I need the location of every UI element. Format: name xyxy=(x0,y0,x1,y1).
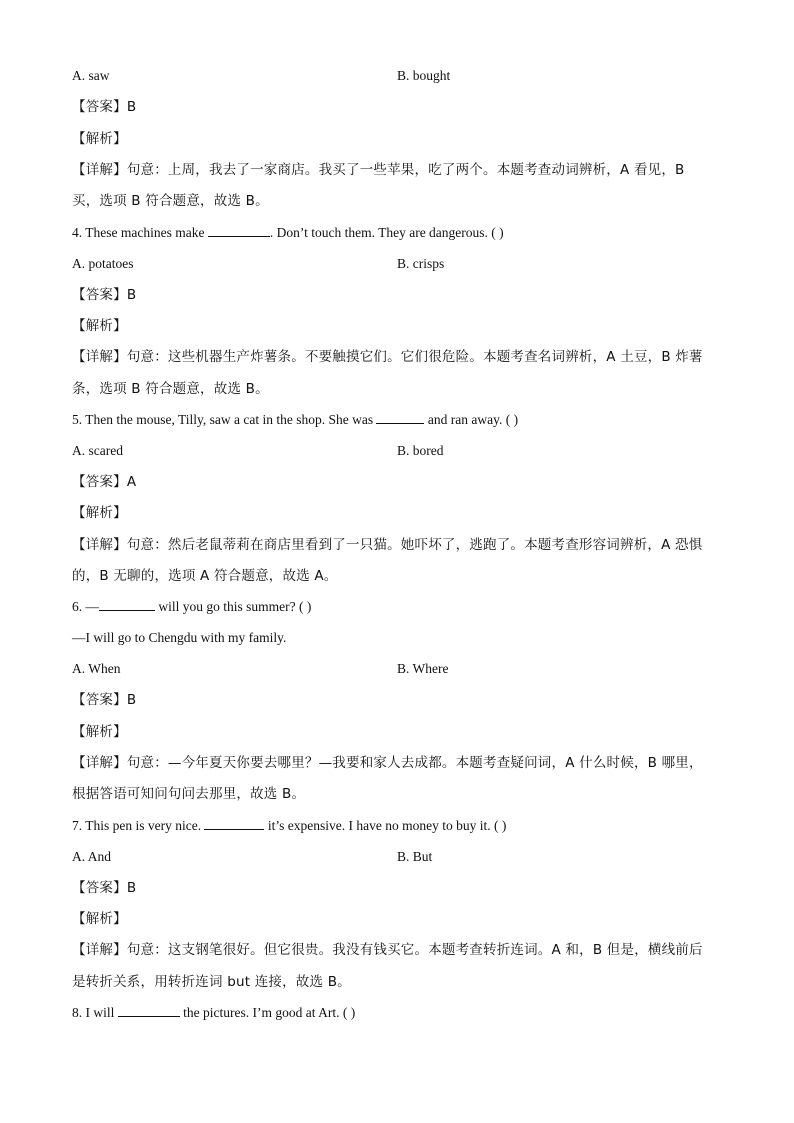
detail-tag: 【详解】 xyxy=(72,537,127,553)
answer-value: B xyxy=(126,99,137,115)
q7-option-b: B. But xyxy=(397,849,433,864)
q4-answer xyxy=(72,286,136,304)
q4-analysis-tag: 【解析】 xyxy=(72,318,127,334)
q7-detail-line2: 是转折关系，用转折连词 but 连接，故选 B。 xyxy=(72,974,351,990)
q3-answer xyxy=(72,98,136,116)
stem-text: will you go this summer? ( ) xyxy=(155,599,312,614)
answer-value: B xyxy=(126,692,137,708)
stem-text: it’s expensive. I have no money to buy it. ( ) xyxy=(264,818,507,833)
q6-option-a: A. When xyxy=(72,661,121,676)
answer-blank xyxy=(118,1004,180,1017)
q8-stem xyxy=(72,1004,355,1022)
detail-tag: 【详解】 xyxy=(72,162,127,178)
q6-option-b: B. Where xyxy=(397,661,449,676)
detail-tag: 【详解】 xyxy=(72,755,127,771)
answer-blank xyxy=(99,598,155,611)
q3-detail-line1 xyxy=(72,161,685,179)
answer-tag: 【答案】 xyxy=(72,99,127,115)
answer-tag: 【答案】 xyxy=(72,474,127,490)
detail-text: 句意：上周，我去了一家商店。我买了一些苹果，吃了两个。本题考查动词辨析，A 看见，B xyxy=(126,162,685,178)
q5-option-b: B. bored xyxy=(397,443,444,458)
answer-value: B xyxy=(126,880,137,896)
detail-text: 句意：这些机器生产炸薯条。不要触摸它们。它们很危险。本题考查名词辨析，A 土豆，B 炸薯 xyxy=(126,349,703,365)
q6-detail-line1 xyxy=(72,754,703,772)
q6-stem-line2: —I will go to Chengdu with my family. xyxy=(72,630,287,645)
stem-text: 4. These machines make xyxy=(72,225,208,240)
stem-text: 5. Then the mouse, Tilly, saw a cat in the shop. She was xyxy=(72,412,377,427)
detail-tag: 【详解】 xyxy=(72,942,127,958)
answer-blank xyxy=(376,411,424,424)
stem-text: the pictures. I’m good at Art. ( ) xyxy=(179,1005,356,1020)
q4-option-b: B. crisps xyxy=(397,256,445,271)
q3-analysis-tag: 【解析】 xyxy=(72,131,127,147)
q3-option-b: B. bought xyxy=(397,68,451,83)
q6-analysis-tag: 【解析】 xyxy=(72,724,127,740)
stem-text: 7. This pen is very nice. xyxy=(72,818,205,833)
detail-tag: 【详解】 xyxy=(72,349,127,365)
q5-stem xyxy=(72,411,518,429)
stem-text: 8. I will xyxy=(72,1005,118,1020)
q7-detail-line1 xyxy=(72,941,703,959)
detail-text: 句意：然后老鼠蒂莉在商店里看到了一只猫。她吓坏了，逃跑了。本题考查形容词辨析，A 恐惧 xyxy=(126,537,703,553)
q3-option-a: A. saw xyxy=(72,68,110,83)
q6-answer xyxy=(72,691,136,709)
answer-tag: 【答案】 xyxy=(72,880,127,896)
answer-blank xyxy=(208,224,270,237)
detail-text: 句意：这支钢笔很好。但它很贵。我没有钱买它。本题考查转折连词。A 和，B 但是，横线前后 xyxy=(126,942,703,958)
q7-option-a: A. And xyxy=(72,849,112,864)
stem-text: 6. — xyxy=(72,599,99,614)
q3-detail-line2: 买，选项 B 符合题意，故选 B。 xyxy=(72,193,269,209)
q5-detail-line1 xyxy=(72,536,702,554)
q5-answer xyxy=(72,473,136,491)
q7-answer xyxy=(72,879,136,897)
answer-blank xyxy=(204,817,264,830)
detail-text: 句意：—今年夏天你要去哪里？—我要和家人去成都。本题考查疑问词，A 什么时候，B 哪里， xyxy=(126,755,703,771)
q4-option-a: A. potatoes xyxy=(72,256,134,271)
stem-text: . Don’t touch them. They are dangerous. ( ) xyxy=(269,225,504,240)
q5-option-a: A. scared xyxy=(72,443,123,458)
q7-stem xyxy=(72,817,506,835)
q4-stem xyxy=(72,224,504,242)
answer-tag: 【答案】 xyxy=(72,692,127,708)
answer-value: B xyxy=(126,287,137,303)
q5-analysis-tag: 【解析】 xyxy=(72,505,127,521)
q5-detail-line2: 的，B 无聊的，选项 A 符合题意，故选 A。 xyxy=(72,568,338,584)
q7-analysis-tag: 【解析】 xyxy=(72,911,127,927)
answer-tag: 【答案】 xyxy=(72,287,127,303)
answer-value: A xyxy=(126,474,137,490)
q6-stem xyxy=(72,598,311,616)
stem-text: and ran away. ( ) xyxy=(424,412,519,427)
q6-detail-line2: 根据答语可知问句问去那里，故选 B。 xyxy=(72,786,306,802)
q4-detail-line1 xyxy=(72,348,703,366)
q4-detail-line2: 条，选项 B 符合题意，故选 B。 xyxy=(72,381,269,397)
